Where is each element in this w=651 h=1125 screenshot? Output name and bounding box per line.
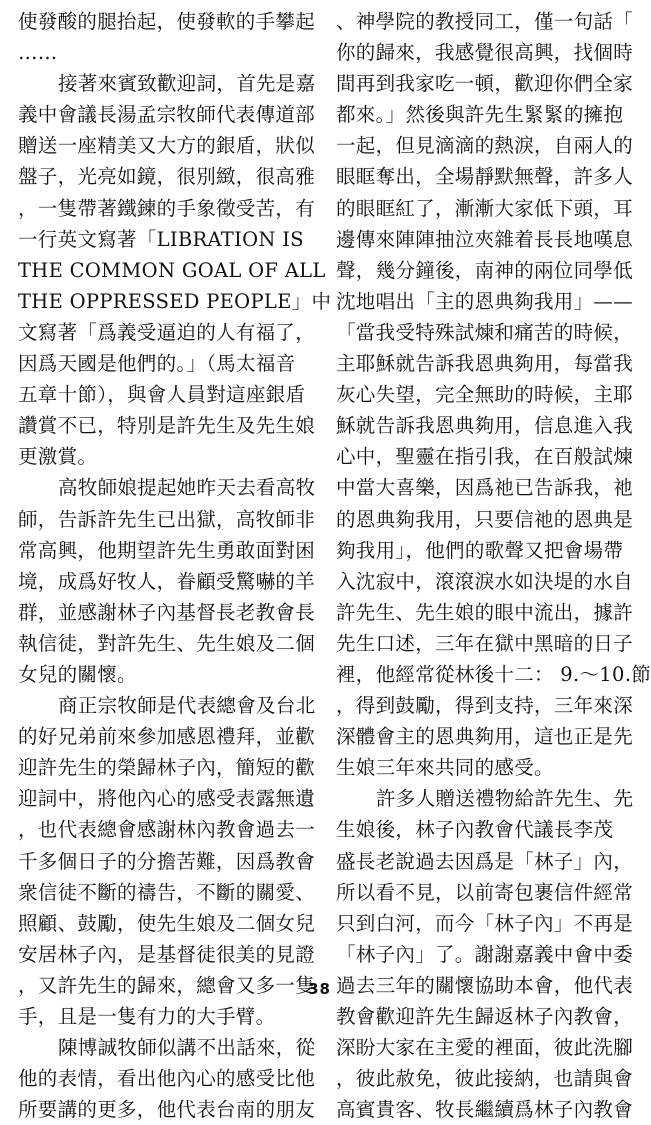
text-line: 境，成爲好牧人，眷顧受驚嚇的羊 bbox=[18, 569, 316, 593]
text-line: 照顧、鼓勵，使先生娘及二個女兒 bbox=[18, 911, 316, 935]
text-line: 中當大喜樂，因爲祂已告訴我，祂 bbox=[336, 476, 634, 500]
text-line: 主耶穌就告訴我恩典夠用，每當我 bbox=[336, 352, 634, 376]
text-line: 只到白河，而今「林子內」不再是 bbox=[336, 911, 634, 935]
paragraph-start-line: 接著來賓致歡迎詞，首先是嘉 bbox=[58, 72, 316, 96]
text-line: 盛長老說過去因爲是「林子」內， bbox=[336, 849, 634, 873]
text-line: 執信徒，對許先生、先生娘及二個 bbox=[18, 631, 316, 655]
text-line: 先生口述，三年在獄中黑暗的日子 bbox=[336, 631, 634, 655]
text-line: 深體會主的恩典夠用，這也正是先 bbox=[336, 725, 634, 749]
text-line: 深盼大家在主愛的裡面，彼此洗腳 bbox=[336, 1036, 634, 1060]
text-line: THE OPPRESSED PEOPLE」中 bbox=[18, 289, 332, 313]
right-column bbox=[336, 6, 651, 1122]
text-line: 穌就告訴我恩典夠用，信息進入我 bbox=[336, 414, 634, 438]
text-line: 更激賞。 bbox=[18, 445, 98, 469]
text-line: 、神學院的教授同工，僅一句話「 bbox=[336, 10, 634, 33]
text-line: ，一隻帶著鐵鍊的手象徵受苦，有 bbox=[18, 196, 316, 220]
text-line: 贈送一座精美又大方的銀盾，狀似 bbox=[18, 134, 316, 158]
text-line: 間再到我家吃一頓，歡迎你們全家 bbox=[336, 72, 634, 96]
text-line: 義中會議長湯孟宗牧師代表傳道部 bbox=[18, 103, 316, 127]
text-line: 文寫著「爲義受逼迫的人有福了， bbox=[18, 320, 316, 344]
text-line: 安居林子內，是基督徒很美的見證 bbox=[18, 942, 316, 966]
text-line: 的眼眶紅了，漸漸大家低下頭，耳 bbox=[336, 196, 634, 220]
text-line: 聲，幾分鐘後，南神的兩位同學低 bbox=[336, 258, 634, 282]
text-line: 許先生、先生娘的眼中流出，據許 bbox=[336, 600, 634, 624]
text-line: 手，且是一隻有力的大手臂。 bbox=[18, 1005, 276, 1028]
text-line: 一起，但見滴滴的熱淚，自兩人的 bbox=[336, 134, 634, 158]
text-line: 邊傳來陣陣抽泣夾雜着長長地嘆息 bbox=[336, 227, 634, 251]
text-line: 他的表情，看出他內心的感受比他 bbox=[18, 1067, 316, 1091]
text-line: 盤子，光亮如鏡，很別緻，很高雅 bbox=[18, 165, 316, 189]
text-line: 一行英文寫著「LIBRATION IS bbox=[18, 227, 304, 251]
text-line: 你的歸來，我感覺很高興，找個時 bbox=[336, 41, 634, 65]
text-line: 沈地唱出「主的恩典夠我用」—— bbox=[336, 289, 633, 313]
text-line: 衆信徒不斷的禱告，不斷的關愛、 bbox=[18, 880, 316, 904]
text-line: 生娘三年來共同的感受。 bbox=[336, 756, 554, 780]
text-line: 夠我用」，他們的歌聲又把會場帶 bbox=[336, 538, 624, 562]
text-line: 五章十節），與會人員對這座銀盾 bbox=[18, 383, 306, 407]
text-line: 所以看不見，以前寄包裹信件經常 bbox=[336, 880, 634, 904]
text-line: 因爲天國是他們的。」（馬太福音 bbox=[18, 352, 296, 376]
paragraph-start-line: 許多人贈送禮物給許先生、先 bbox=[376, 787, 634, 811]
text-line: 都來。」然後與許先生緊緊的擁抱 bbox=[336, 103, 624, 127]
text-line: 讚賞不已，特別是許先生及先生娘 bbox=[18, 414, 316, 438]
text-line: 千多個日子的分擔苦難，因爲教會 bbox=[18, 849, 316, 873]
page-number: 38 bbox=[308, 980, 331, 998]
text-line: ，得到鼓勵，得到支持，三年來深 bbox=[336, 694, 634, 718]
text-line: 心中，聖靈在指引我，在百般試煉 bbox=[336, 445, 634, 469]
text-line: ，也代表總會感謝林內教會過去一 bbox=[18, 818, 316, 842]
text-line: 群，並感謝林子內基督長老教會長 bbox=[18, 600, 316, 624]
text-line: 入沈寂中，滾滾淚水如決堤的水自 bbox=[336, 569, 634, 593]
text-line: 迎詞中，將他內心的感受表露無遺 bbox=[18, 787, 316, 811]
text-line: 生娘後，林子內教會代議長李茂 bbox=[336, 818, 614, 842]
text-line: ，又許先生的歸來，總會又多一隻 bbox=[18, 973, 316, 997]
text-line: 女兒的關懷。 bbox=[18, 662, 137, 686]
text-line: 眼眶奪出，全場靜默無聲，許多人 bbox=[336, 165, 634, 189]
text-line: 所要講的更多，他代表台南的朋友 bbox=[18, 1098, 316, 1122]
text-line: 教會歡迎許先生歸返林子內教會， bbox=[336, 1005, 634, 1028]
text-line: 高賓貴客、牧長繼續爲林子內教會 bbox=[336, 1098, 634, 1122]
text-line: 「當我受特殊試煉和痛苦的時候， bbox=[336, 320, 634, 344]
text-line: 使發酸的腿抬起，使發軟的手攀起 bbox=[18, 10, 316, 33]
text-line: 常高興，他期望許先生勇敢面對困 bbox=[18, 538, 316, 562]
text-line: 的好兄弟前來參加感恩禮拜，並歡 bbox=[18, 725, 316, 749]
text-line: 師，告訴許先生已出獄，高牧師非 bbox=[18, 507, 316, 531]
text-line: 灰心失望，完全無助的時候，主耶 bbox=[336, 383, 634, 407]
text-line: 迎許先生的榮歸林子內，簡短的歡 bbox=[18, 756, 316, 780]
text-line: 過去三年的關懷協助本會，他代表 bbox=[336, 973, 634, 997]
paragraph-start-line: 陳博誠牧師似講不出話來，從 bbox=[58, 1036, 316, 1060]
text-line: 「林子內」了。謝謝嘉義中會中委 bbox=[336, 942, 634, 966]
text-line: 的恩典夠我用，只要信祂的恩典是 bbox=[336, 507, 634, 531]
text-line: THE COMMON GOAL OF ALL bbox=[18, 258, 326, 282]
paragraph-start-line: 高牧師娘提起她昨天去看高牧 bbox=[58, 476, 316, 500]
text-line: 裡，他經常從林後十二： 9.～10.節 bbox=[336, 662, 651, 686]
text-line: …… bbox=[18, 41, 58, 65]
text-line: ，彼此赦免，彼此接納，也請與會 bbox=[336, 1067, 634, 1091]
paragraph-start-line: 商正宗牧師是代表總會及台北 bbox=[58, 694, 316, 718]
